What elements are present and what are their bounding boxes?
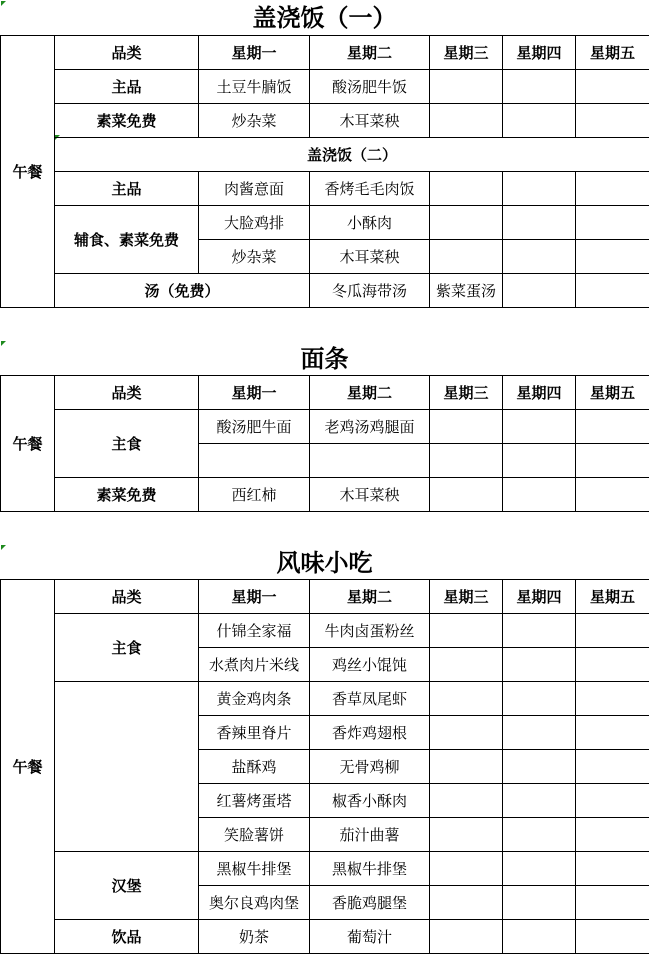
table-row bbox=[1, 70, 649, 104]
empty-cell bbox=[430, 444, 503, 478]
dish-cell: 无骨鸡柳 bbox=[310, 750, 430, 784]
empty-cell bbox=[430, 750, 503, 784]
dish-cell: 黑椒牛排堡 bbox=[199, 852, 310, 886]
dish-cell: 葡萄汁 bbox=[310, 920, 430, 954]
category-cell: 汉堡 bbox=[55, 852, 199, 920]
dish-cell: 黄金鸡肉条 bbox=[199, 682, 310, 716]
dish-cell: 肉酱意面 bbox=[199, 172, 310, 206]
dish-cell: 香炸鸡翅根 bbox=[310, 716, 430, 750]
dish-cell bbox=[199, 444, 310, 478]
dish-cell bbox=[310, 444, 430, 478]
empty-cell bbox=[576, 682, 649, 716]
empty-cell bbox=[576, 478, 649, 512]
empty-cell bbox=[503, 274, 576, 308]
dish-cell: 什锦全家福 bbox=[199, 614, 310, 648]
dish-cell: 盐酥鸡 bbox=[199, 750, 310, 784]
section-title: 风味小吃 bbox=[0, 546, 649, 580]
category-cell: 素菜免费 bbox=[55, 478, 199, 512]
empty-cell bbox=[576, 852, 649, 886]
table-row bbox=[1, 410, 649, 444]
weekday-wed: 星期三 bbox=[430, 376, 503, 410]
empty-cell bbox=[576, 274, 649, 308]
empty-cell bbox=[430, 886, 503, 920]
dish-cell: 小酥肉 bbox=[310, 206, 430, 240]
empty-cell bbox=[576, 70, 649, 104]
weekday-tue: 星期二 bbox=[310, 580, 430, 614]
dish-cell: 冬瓜海带汤 bbox=[310, 274, 430, 308]
empty-cell bbox=[503, 410, 576, 444]
category-cell bbox=[55, 682, 199, 852]
dish-cell: 鸡丝小馄饨 bbox=[310, 648, 430, 682]
dish-cell: 香辣里脊片 bbox=[199, 716, 310, 750]
empty-cell bbox=[503, 206, 576, 240]
empty-cell bbox=[576, 444, 649, 478]
empty-cell bbox=[503, 478, 576, 512]
subtitle-row bbox=[1, 138, 649, 172]
empty-cell bbox=[503, 172, 576, 206]
meal-label: 午餐 bbox=[1, 376, 55, 512]
table-row bbox=[1, 852, 649, 886]
table-row bbox=[1, 104, 649, 138]
empty-cell bbox=[430, 716, 503, 750]
empty-cell bbox=[503, 70, 576, 104]
empty-cell bbox=[576, 172, 649, 206]
weekday-mon: 星期一 bbox=[199, 376, 310, 410]
weekday-tue: 星期二 bbox=[310, 376, 430, 410]
empty-cell bbox=[430, 104, 503, 138]
empty-cell bbox=[576, 648, 649, 682]
dish-cell: 红薯烤蛋塔 bbox=[199, 784, 310, 818]
dish-cell: 奥尔良鸡肉堡 bbox=[199, 886, 310, 920]
category-cell: 素菜免费 bbox=[55, 104, 199, 138]
soup-label: 汤（免费） bbox=[55, 274, 310, 308]
empty-cell bbox=[430, 614, 503, 648]
category-cell: 主食 bbox=[55, 614, 199, 682]
meal-label: 午餐 bbox=[1, 36, 55, 308]
table-row bbox=[1, 478, 649, 512]
empty-cell bbox=[430, 784, 503, 818]
dish-cell: 炒杂菜 bbox=[199, 104, 310, 138]
empty-cell bbox=[503, 682, 576, 716]
empty-cell bbox=[576, 410, 649, 444]
dish-cell: 木耳菜秧 bbox=[310, 240, 430, 274]
dish-cell: 紫菜蛋汤 bbox=[430, 274, 503, 308]
dish-cell: 木耳菜秧 bbox=[310, 478, 430, 512]
empty-cell bbox=[430, 206, 503, 240]
empty-cell bbox=[503, 648, 576, 682]
empty-cell bbox=[503, 614, 576, 648]
dish-cell: 牛肉卤蛋粉丝 bbox=[310, 614, 430, 648]
empty-cell bbox=[503, 240, 576, 274]
category-cell: 辅食、素菜免费 bbox=[55, 206, 199, 274]
sub-section-title: 盖浇饭（二） bbox=[55, 138, 649, 172]
table-row bbox=[1, 920, 649, 954]
dish-cell: 香烤毛毛肉饭 bbox=[310, 172, 430, 206]
category-cell: 饮品 bbox=[55, 920, 199, 954]
dish-cell: 土豆牛腩饭 bbox=[199, 70, 310, 104]
empty-cell bbox=[430, 852, 503, 886]
empty-cell bbox=[430, 478, 503, 512]
empty-cell bbox=[576, 750, 649, 784]
weekday-wed: 星期三 bbox=[430, 580, 503, 614]
category-header: 品类 bbox=[55, 36, 199, 70]
weekday-thu: 星期四 bbox=[503, 376, 576, 410]
dish-cell: 椒香小酥肉 bbox=[310, 784, 430, 818]
table-row bbox=[1, 206, 649, 240]
category-cell: 主品 bbox=[55, 70, 199, 104]
meal-label: 午餐 bbox=[1, 580, 55, 954]
empty-cell bbox=[576, 240, 649, 274]
empty-cell bbox=[503, 886, 576, 920]
empty-cell bbox=[576, 886, 649, 920]
weekday-mon: 星期一 bbox=[199, 580, 310, 614]
category-header: 品类 bbox=[55, 580, 199, 614]
empty-cell bbox=[430, 172, 503, 206]
soup-row bbox=[1, 274, 649, 308]
empty-cell bbox=[576, 104, 649, 138]
dish-cell: 茄汁曲薯 bbox=[310, 818, 430, 852]
empty-cell bbox=[503, 852, 576, 886]
weekday-fri: 星期五 bbox=[576, 580, 649, 614]
header-row bbox=[1, 36, 649, 70]
dish-cell: 木耳菜秧 bbox=[310, 104, 430, 138]
menu-table-snacks bbox=[0, 579, 649, 954]
empty-cell bbox=[576, 614, 649, 648]
menu-table-noodles bbox=[0, 375, 649, 512]
menu-table-rice bbox=[0, 35, 649, 308]
empty-cell bbox=[430, 920, 503, 954]
section-title: 面条 bbox=[0, 342, 649, 376]
dish-cell: 水煮肉片米线 bbox=[199, 648, 310, 682]
weekday-fri: 星期五 bbox=[576, 36, 649, 70]
empty-cell bbox=[503, 104, 576, 138]
table-row bbox=[1, 682, 649, 716]
empty-cell bbox=[576, 784, 649, 818]
dish-cell: 西红柿 bbox=[199, 478, 310, 512]
dish-cell: 奶茶 bbox=[199, 920, 310, 954]
table-row bbox=[1, 172, 649, 206]
weekday-wed: 星期三 bbox=[430, 36, 503, 70]
dish-cell: 笑脸薯饼 bbox=[199, 818, 310, 852]
empty-cell bbox=[503, 920, 576, 954]
empty-cell bbox=[503, 784, 576, 818]
weekday-fri: 星期五 bbox=[576, 376, 649, 410]
dish-cell: 香脆鸡腿堡 bbox=[310, 886, 430, 920]
empty-cell bbox=[430, 648, 503, 682]
category-cell: 主品 bbox=[55, 172, 199, 206]
dish-cell: 炒杂菜 bbox=[199, 240, 310, 274]
empty-cell bbox=[503, 444, 576, 478]
weekday-tue: 星期二 bbox=[310, 36, 430, 70]
empty-cell bbox=[430, 818, 503, 852]
dish-cell: 大脸鸡排 bbox=[199, 206, 310, 240]
empty-cell bbox=[576, 920, 649, 954]
header-row bbox=[1, 580, 649, 614]
header-row bbox=[1, 376, 649, 410]
empty-cell bbox=[576, 206, 649, 240]
empty-cell bbox=[503, 716, 576, 750]
empty-cell bbox=[430, 240, 503, 274]
empty-cell bbox=[430, 682, 503, 716]
section-title: 盖浇饭（一） bbox=[0, 1, 649, 35]
dish-cell: 酸汤肥牛饭 bbox=[310, 70, 430, 104]
dish-cell: 老鸡汤鸡腿面 bbox=[310, 410, 430, 444]
empty-cell bbox=[576, 818, 649, 852]
empty-cell bbox=[503, 750, 576, 784]
weekday-thu: 星期四 bbox=[503, 36, 576, 70]
empty-cell bbox=[576, 716, 649, 750]
dish-cell: 酸汤肥牛面 bbox=[199, 410, 310, 444]
table-row bbox=[1, 614, 649, 648]
empty-cell bbox=[430, 70, 503, 104]
empty-cell bbox=[503, 818, 576, 852]
dish-cell: 香草凤尾虾 bbox=[310, 682, 430, 716]
category-header: 品类 bbox=[55, 376, 199, 410]
weekday-thu: 星期四 bbox=[503, 580, 576, 614]
empty-cell bbox=[430, 410, 503, 444]
category-cell: 主食 bbox=[55, 410, 199, 478]
dish-cell: 黑椒牛排堡 bbox=[310, 852, 430, 886]
weekday-mon: 星期一 bbox=[199, 36, 310, 70]
